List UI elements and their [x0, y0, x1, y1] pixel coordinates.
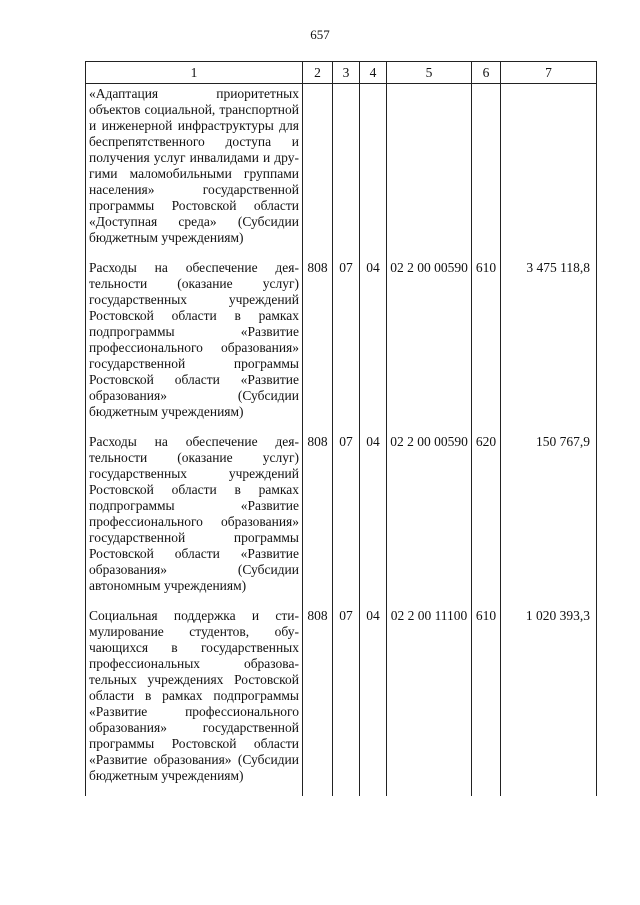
row-amount: 1 020 393,3 [501, 606, 597, 796]
table-row [86, 84, 597, 259]
table-row [86, 432, 597, 606]
col-header-target: 5 [387, 62, 472, 84]
row-ministry [303, 84, 333, 259]
page-number: 657 [310, 27, 330, 42]
row-subsection: 04 [360, 606, 387, 796]
table-row [86, 258, 597, 432]
row-subsection [360, 84, 387, 259]
row-section: 07 [333, 432, 360, 606]
row-target [387, 84, 472, 259]
row-section: 07 [333, 606, 360, 796]
col-header-description: 1 [86, 62, 303, 84]
row-subsection: 04 [360, 432, 387, 606]
row-description: Расходы на обеспечение деятельности (оказание услуг) государственных учреждений Ростовской области в рамках подпрограммы «Развитие профессионального образования» государственной программы Ростовской области «Развитие образования» (Субсидии автономным учреждениям) [86, 432, 303, 606]
row-ministry: 808 [303, 606, 333, 796]
budget-table [85, 61, 597, 796]
row-description: «Адаптация приоритетных объектов социальной, транспортной и инженерной инфраструктуры для беспрепятственного доступа и получения услуг инвалидами и другими маломобильными группами населения» государственной программы Ростовской области «Доступная среда» (Субсидии бюджетным учреждениям) [86, 84, 303, 259]
row-expense-type: 610 [472, 258, 501, 432]
row-expense-type [472, 84, 501, 259]
table-row [86, 606, 597, 796]
row-section [333, 84, 360, 259]
row-description: Расходы на обеспечение деятельности (оказание услуг) государственных учреждений Ростовской области в рамках подпрограммы «Развитие профессионального образования» государственной программы Ростовской области «Развитие образования» (Субсидии бюджетным учреждениям) [86, 258, 303, 432]
row-subsection: 04 [360, 258, 387, 432]
row-amount [501, 84, 597, 259]
row-target: 02 2 00 00590 [387, 258, 472, 432]
header-row [86, 62, 597, 84]
col-header-amount: 7 [501, 62, 597, 84]
row-description: Социальная поддержка и стимулирование студентов, обучающихся в государственных профессиональных образовательных учреждениях Ростовской области в рамках подпрограммы «Развитие профессионального образования» государственной программы Ростовской области «Развитие образования» (Субсидии бюджетным учреждениям) [86, 606, 303, 796]
col-header-subsection: 4 [360, 62, 387, 84]
row-target: 02 2 00 11100 [387, 606, 472, 796]
row-section: 07 [333, 258, 360, 432]
col-header-ministry: 2 [303, 62, 333, 84]
row-expense-type: 610 [472, 606, 501, 796]
row-expense-type: 620 [472, 432, 501, 606]
row-ministry: 808 [303, 432, 333, 606]
row-target: 02 2 00 00590 [387, 432, 472, 606]
col-header-expense-type: 6 [472, 62, 501, 84]
row-amount: 150 767,9 [501, 432, 597, 606]
row-amount: 3 475 118,8 [501, 258, 597, 432]
col-header-section: 3 [333, 62, 360, 84]
row-ministry: 808 [303, 258, 333, 432]
